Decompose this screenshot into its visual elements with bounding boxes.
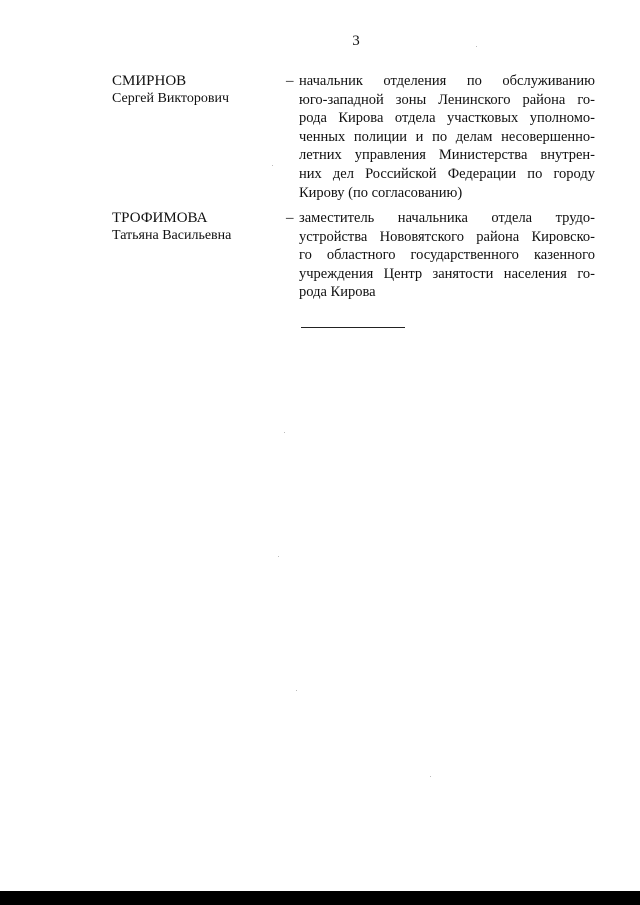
member-surname: ТРОФИМОВА [112, 210, 208, 226]
scan-speck [278, 556, 279, 557]
member-name [112, 209, 282, 245]
position-line: начальник отделения по обслуживанию [299, 73, 595, 89]
dash-separator: – [286, 210, 294, 226]
scan-speck [476, 46, 477, 47]
scan-speck [296, 690, 297, 691]
member-given-names: Татьяна Васильевна [112, 228, 232, 243]
member-position [299, 209, 595, 302]
position-line: устройства Нововятского района Кировско- [299, 228, 595, 245]
scan-speck [284, 432, 285, 433]
scan-speck [430, 776, 431, 777]
member-name [112, 72, 282, 108]
closing-divider-line [301, 327, 405, 328]
scan-speck [272, 165, 273, 166]
position-line: них дел Российской Федерации по городу [299, 165, 595, 182]
member-given-names: Сергей Викторович [112, 91, 230, 106]
position-line: Кирову (по согласованию) [299, 184, 463, 201]
position-line: заместитель начальника отдела трудо- [299, 210, 595, 226]
dash-separator: – [286, 73, 294, 89]
member-surname: СМИРНОВ [112, 73, 187, 89]
position-line: летних управления Министерства внутрен- [299, 147, 595, 164]
position-line: го областного государственного казенного [299, 247, 595, 264]
position-line: ченных полиции и по делам несовершенно- [299, 128, 595, 145]
position-line: учреждения Центр занятости населения го- [299, 265, 595, 282]
member-position [299, 72, 595, 202]
scan-bottom-edge [0, 891, 640, 905]
position-line: рода Кирова [299, 284, 376, 301]
position-line: юго-западной зоны Ленинского района го- [299, 91, 595, 108]
position-line: рода Кирова отдела участковых уполномо- [299, 110, 595, 127]
page-number: 3 [352, 33, 360, 49]
